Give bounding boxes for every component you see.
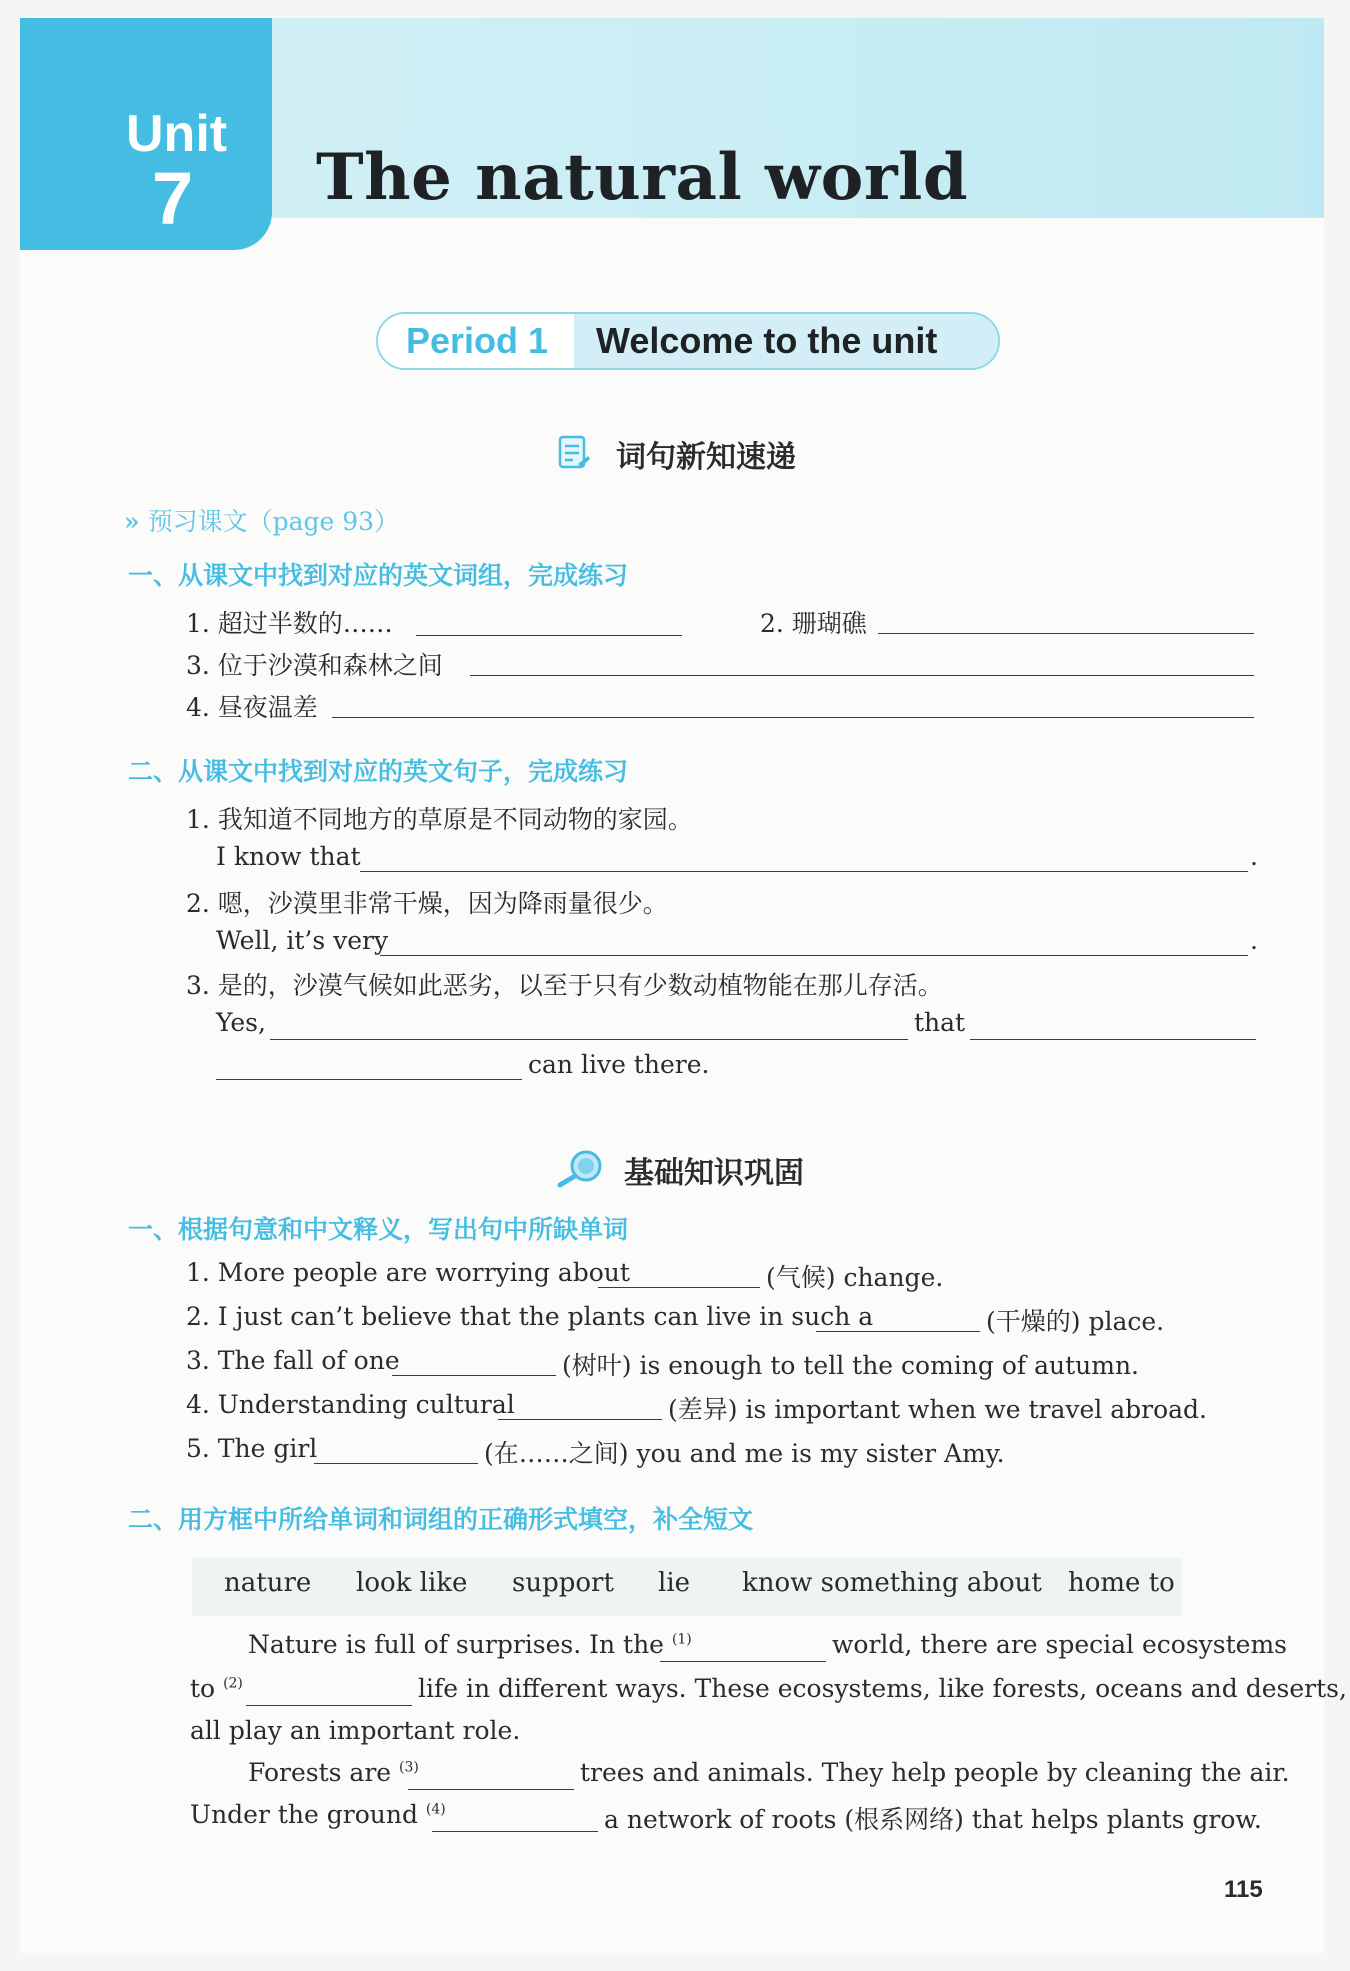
answer-blank[interactable] — [270, 1038, 908, 1040]
answer-blank[interactable] — [660, 1660, 826, 1662]
fill-item-2-post: (干燥的) place. — [986, 1307, 1165, 1336]
passage-line-4 — [248, 1758, 419, 1787]
fill-item-5-post: (在……之间) you and me is my sister Amy. — [484, 1439, 1005, 1468]
answer-blank[interactable] — [416, 634, 682, 636]
answer-blank[interactable] — [470, 674, 1254, 676]
preview-text: 预习课文（page 93） — [147, 507, 400, 536]
sentence-cn-2: 2. 嗯，沙漠里非常干燥，因为降雨量很少。 — [186, 889, 668, 918]
fill-item-3-post: (树叶) is enough to tell the coming of autumn. — [562, 1351, 1140, 1380]
passage-line-2 — [190, 1674, 243, 1703]
passage-text: to — [190, 1674, 216, 1703]
unit-number: 7 — [152, 157, 194, 240]
phrase-item-3: 3. 位于沙漠和森林之间 — [186, 651, 443, 680]
answer-blank[interactable] — [970, 1038, 1256, 1040]
answer-blank[interactable] — [432, 1830, 598, 1832]
notebook-icon — [556, 434, 592, 472]
answer-blank[interactable] — [216, 1078, 522, 1080]
word-box-item: lie — [658, 1568, 691, 1598]
blank-number: (4) — [425, 1801, 446, 1818]
passage-line-5 — [190, 1800, 446, 1829]
double-chevron-icon: » — [124, 507, 140, 536]
sentence-en-2: Well, it’s very — [216, 926, 389, 955]
passage-text: all play an important role. — [190, 1716, 521, 1745]
period-pill — [376, 312, 1000, 370]
word-box-item: know something about — [742, 1568, 1042, 1598]
answer-blank[interactable] — [408, 1788, 574, 1790]
sentence-en-3-mid: that — [914, 1008, 966, 1037]
passage-text: trees and animals. They help people by cleaning the air. — [580, 1758, 1290, 1787]
passage-text: Forests are — [248, 1758, 392, 1787]
part1-title: 一、从课文中找到对应的英文词组，完成练习 — [128, 561, 629, 590]
sentence-cn-1: 1. 我知道不同地方的草原是不同动物的家园。 — [186, 805, 693, 834]
answer-blank[interactable] — [314, 1462, 478, 1464]
sentence-en-1: I know that — [216, 842, 361, 871]
answer-blank[interactable] — [332, 716, 1254, 718]
passage-text: Nature is full of surprises. In the — [248, 1630, 664, 1659]
unit-word: Unit — [126, 105, 228, 163]
part1-title: 一、根据句意和中文释义，写出句中所缺单词 — [128, 1215, 629, 1244]
answer-blank[interactable] — [878, 632, 1254, 634]
period-mark: . — [1250, 842, 1258, 871]
phrase-item-1: 1. 超过半数的…… — [186, 609, 393, 638]
blank-number: (2) — [223, 1675, 243, 1692]
word-box-item: home to — [1068, 1568, 1175, 1598]
blank-number: (3) — [399, 1759, 419, 1776]
sentence-cn-3: 3. 是的，沙漠气候如此恶劣，以至于只有少数动植物能在那儿存活。 — [186, 971, 943, 1000]
passage-text: world, there are special ecosystems — [832, 1630, 1288, 1659]
word-box-item: nature — [224, 1568, 312, 1598]
answer-blank[interactable] — [498, 1418, 662, 1420]
period-mark: . — [1250, 926, 1258, 955]
fill-item-4-post: (差异) is important when we travel abroad. — [668, 1395, 1207, 1424]
word-box-item: support — [512, 1568, 614, 1598]
blank-number: (1) — [671, 1631, 692, 1648]
answer-blank[interactable] — [380, 954, 1248, 956]
answer-blank[interactable] — [392, 1374, 556, 1376]
fill-item-4-pre: 4. Understanding cultural — [186, 1390, 515, 1419]
phrase-item-2: 2. 珊瑚礁 — [760, 609, 867, 638]
fill-item-2-pre: 2. I just can’t believe that the plants can live in such a — [186, 1302, 874, 1331]
fill-item-1-pre: 1. More people are worrying about — [186, 1258, 630, 1287]
answer-blank[interactable] — [816, 1330, 980, 1332]
part2-title: 二、用方框中所给单词和词组的正确形式填空，补全短文 — [128, 1505, 754, 1534]
section-title-vocab: 词句新知速递 — [616, 440, 796, 475]
phrase-item-4: 4. 昼夜温差 — [186, 693, 318, 722]
preview-link[interactable] — [124, 502, 399, 538]
sentence-en-3: Yes, — [216, 1008, 266, 1037]
page-number: 115 — [1224, 1876, 1263, 1903]
answer-blank[interactable] — [360, 870, 1248, 872]
answer-blank[interactable] — [598, 1286, 760, 1288]
passage-text: a network of roots (根系网络) that helps plants grow. — [604, 1805, 1262, 1834]
part2-title: 二、从课文中找到对应的英文句子，完成练习 — [128, 757, 629, 786]
fill-item-3-pre: 3. The fall of one — [186, 1346, 400, 1375]
unit-title: The natural world — [316, 140, 969, 215]
magnifier-icon — [556, 1148, 606, 1188]
sentence-en-3-end: can live there. — [528, 1050, 710, 1079]
passage-text: life in different ways. These ecosystems, like forests, oceans and deserts, — [418, 1674, 1347, 1703]
passage-line-1 — [248, 1630, 692, 1659]
section-title-basics: 基础知识巩固 — [624, 1156, 804, 1191]
period-title: Welcome to the unit — [574, 314, 998, 368]
answer-blank[interactable] — [246, 1704, 412, 1706]
fill-item-5-pre: 5. The girl — [186, 1434, 318, 1463]
period-label: Period 1 — [378, 314, 574, 368]
word-box-item: look like — [356, 1568, 468, 1598]
passage-text: Under the ground — [190, 1800, 418, 1829]
fill-item-1-post: (气候) change. — [766, 1263, 944, 1292]
